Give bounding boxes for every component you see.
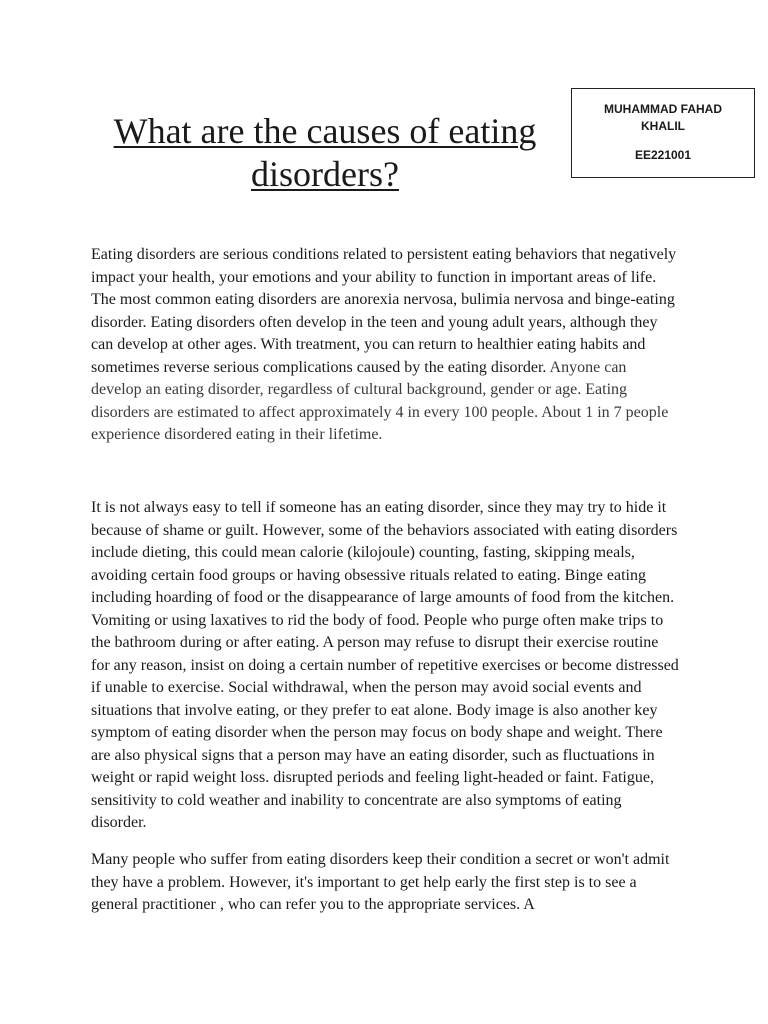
paragraph-1-part-2: Anyone can develop an eating disorder, regardless of cultural background, gender or age. Eating disorders are estimated to affect approximately 4 in every 100 people. About 1 in 7 people experience disordered eating in their lifetime. [91, 358, 669, 443]
title-line-2: disorders? [251, 154, 399, 194]
student-name-line-2: KHALIL [641, 119, 685, 133]
paragraph-2: It is not always easy to tell if someone has an eating disorder, since they may try to hide it because of shame or guilt. However, some of the behaviors associated with eating disorders include dieting, this could mean calorie (kilojoule) counting, fasting, skipping meals, avoiding certain food groups or having obsessive rituals related to eating. Binge eating including hoarding of food or the disappearance of large amounts of food from the kitchen. Vomiting or using laxatives to rid the body of food. People who purge often make trips to the bathroom during or after eating. A person may refuse to disrupt their exercise routine for any reason, insist on doing a certain number of repetitive exercises or become distressed if unable to exercise. Social withdrawal, when the person may avoid social events and situations that involve eating, or they prefer to eat alone. Body image is also another key symptom of eating disorder when the person may focus on body shape and weight. There are also physical signs that a person may have an eating disorder, such as fluctuations in weight or rapid weight loss. disrupted periods and feeling light-headed or faint. Fatigue, sensitivity to cold weather and inability to concentrate are also symptoms of eating disorder. [91, 499, 679, 831]
paragraph-3: Many people who suffer from eating disorders keep their condition a secret or won't admit they have a problem. However, it's important to get help early the first step is to see a general practitioner , who can refer you to the appropriate services. A [91, 851, 670, 913]
page-title [90, 110, 560, 196]
student-info-box [571, 88, 755, 178]
title-line-1: What are the causes of eating [113, 111, 537, 151]
student-roll-number: EE221001 [634, 148, 692, 162]
paragraph-1-part-1: Eating disorders are serious conditions related to persistent eating behaviors that negatively impact your health, your emotions and your ability to function in important areas of life. The most common eating disorders are anorexia nervosa, bulimia nervosa and binge-eating disorder. Eating disorders often develop in the teen and young adult years, although they can develop at other ages. With treatment, you can return to healthier eating habits and sometimes reverse serious complications caused by the eating disorder. [91, 246, 677, 376]
paragraph-1 [91, 244, 681, 447]
student-name-line-1: MUHAMMAD FAHAD [604, 102, 722, 116]
